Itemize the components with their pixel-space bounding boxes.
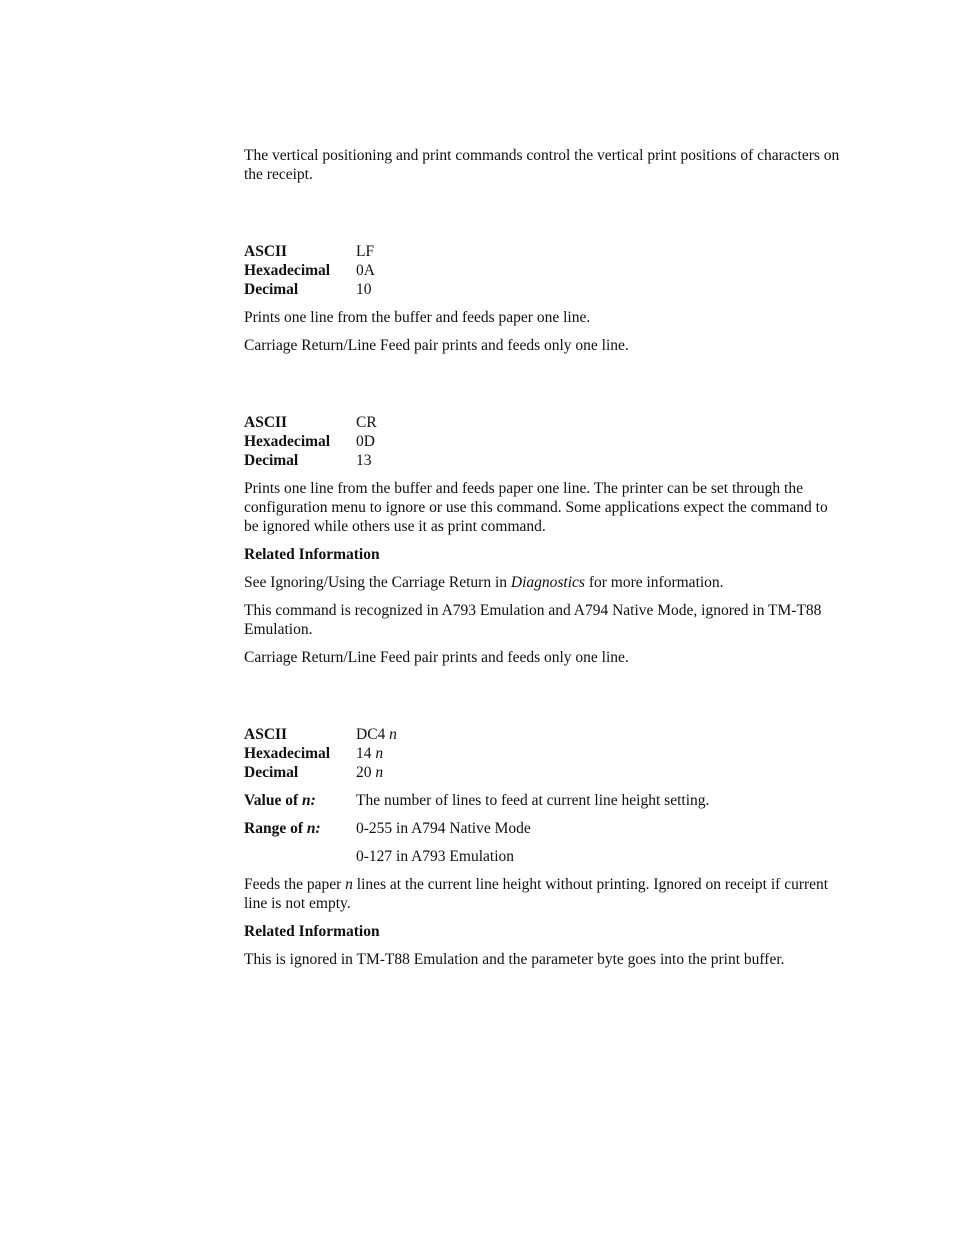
dc4-codes xyxy=(244,725,844,782)
dc4-hex-value: 14 xyxy=(356,745,376,762)
lf-dec-value: 10 xyxy=(356,281,372,298)
dc4-ascii-cell xyxy=(356,725,844,744)
dc4-ascii-value: DC4 xyxy=(356,726,390,743)
cr-hex-value: 0D xyxy=(356,433,375,450)
dc4-description xyxy=(244,875,844,913)
cr-ascii-value: CR xyxy=(356,414,377,431)
range-of-n: n: xyxy=(306,820,321,837)
dc4-range-row xyxy=(244,819,844,838)
value-of-text: Value of xyxy=(244,792,302,809)
cr-note: Carriage Return/Line Feed pair prints and feeds only one line. xyxy=(244,649,629,666)
cr-see-pre: See Ignoring/Using the Carriage Return in xyxy=(244,574,511,591)
lf-ascii-value: LF xyxy=(356,243,375,260)
dc4-desc-pre: Feeds the paper xyxy=(244,876,346,893)
cr-related-heading: Related Information xyxy=(244,546,380,563)
lf-hex-value: 0A xyxy=(356,262,375,279)
dc4-dec-value: 20 xyxy=(356,764,376,781)
dc4-range-row-2 xyxy=(244,847,844,866)
cr-codes xyxy=(244,413,844,470)
cr-description: Prints one line from the buffer and feeds paper one line. The printer can be set through the configuration menu to ignore or use this command. Some applications expect the command to be ignored while others use it as print command. xyxy=(244,480,828,535)
dc4-value-row xyxy=(244,791,844,810)
dc4-dec-cell xyxy=(356,763,844,782)
dc4-value-text: The number of lines to feed at current line height setting. xyxy=(356,792,710,809)
cr-ascii-label: ASCII xyxy=(244,414,288,431)
range-of-text: Range of xyxy=(244,820,307,837)
dc4-hex-n: n xyxy=(375,745,384,762)
lf-hex-label: Hexadecimal xyxy=(244,262,331,279)
cr-see-post: for more information. xyxy=(584,574,724,591)
dc4-ascii-n: n xyxy=(389,726,397,743)
intro-paragraph: The vertical positioning and print commands control the vertical print positions of characters on the receipt. xyxy=(244,147,840,183)
dc4-hex-label: Hexadecimal xyxy=(244,745,331,762)
dc4-related-heading: Related Information xyxy=(244,923,380,940)
dc4-range-2: 0-127 in A793 Emulation xyxy=(356,848,515,865)
dc4-desc-n: n xyxy=(345,876,353,893)
cr-recognized: This command is recognized in A793 Emulation and A794 Native Mode, ignored in TM-T88 Emulation. xyxy=(244,602,822,638)
dc4-range-label xyxy=(244,819,356,838)
dc4-ascii-label: ASCII xyxy=(244,726,288,743)
dc4-value-label xyxy=(244,791,356,810)
dc4-dec-label: Decimal xyxy=(244,764,299,781)
value-of-n: n: xyxy=(302,792,316,809)
cr-see-italic: Diagnostics xyxy=(510,574,585,591)
lf-codes xyxy=(244,242,844,299)
lf-ascii-label: ASCII xyxy=(244,243,288,260)
dc4-hex-cell xyxy=(356,744,844,763)
lf-description: Prints one line from the buffer and feeds paper one line. xyxy=(244,309,591,326)
dc4-related-text: This is ignored in TM-T88 Emulation and the parameter byte goes into the print buffer. xyxy=(244,951,785,968)
dc4-dec-n: n xyxy=(375,764,384,781)
lf-note: Carriage Return/Line Feed pair prints and feeds only one line. xyxy=(244,337,629,354)
dc4-range-1: 0-255 in A794 Native Mode xyxy=(356,820,531,837)
cr-hex-label: Hexadecimal xyxy=(244,433,331,450)
lf-dec-label: Decimal xyxy=(244,281,299,298)
cr-dec-value: 13 xyxy=(356,452,372,469)
cr-see-paragraph xyxy=(244,573,844,592)
dc4-range-spacer xyxy=(244,847,356,866)
dc4-desc-post: lines at the current line height without printing. Ignored on receipt if current line is not empty. xyxy=(244,876,829,912)
document-body xyxy=(244,146,844,978)
cr-dec-label: Decimal xyxy=(244,452,299,469)
